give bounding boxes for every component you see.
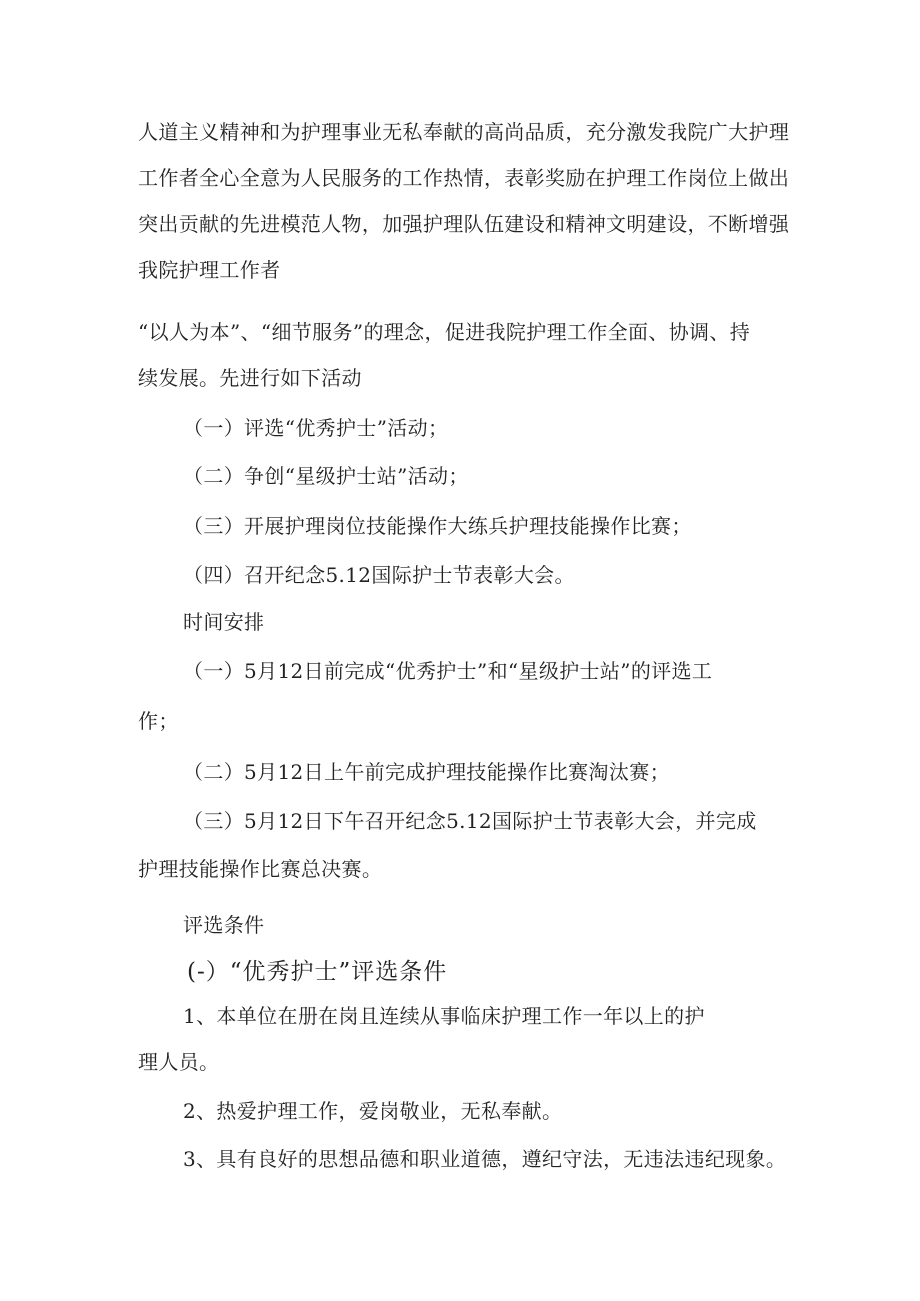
paragraph-line: 续发展。先进行如下活动 (138, 366, 362, 390)
list-item: 1、本单位在册在岗且连续从事临床护理工作一年以上的护 (183, 1004, 705, 1028)
list-item: （二）5月12日上午前完成护理技能操作比赛淘汰赛； (183, 760, 670, 784)
list-item: （三）开展护理岗位技能操作大练兵护理技能操作比赛； (183, 514, 692, 538)
paragraph-line: 人道主义精神和为护理事业无私奉献的高尚品质，充分激发我院广大护理 (138, 120, 790, 144)
paragraph-line: 我院护理工作者 (138, 258, 281, 282)
list-item: （一）评选“优秀护士”活动； (183, 416, 449, 440)
paragraph-line: 理人员。 (138, 1050, 220, 1074)
paragraph-line: “以人为本”、“细节服务”的理念，促进我院护理工作全面、协调、持 (138, 320, 751, 344)
list-item: （一）5月12日前完成“优秀护士”和“星级护士站”的评选工 (183, 659, 713, 683)
section-heading: 评选条件 (183, 913, 265, 937)
list-item: 3、具有良好的思想品德和职业道德，遵纪守法，无违法违纪现象。 (183, 1147, 787, 1171)
list-item: 2、热爱护理工作，爱岗敬业，无私奉献。 (183, 1099, 563, 1123)
list-item: （三）5月12日下午召开纪念5.12国际护士节表彰大会，并完成 (183, 809, 757, 833)
paragraph-line: 突出贡献的先进模范人物，加强护理队伍建设和精神文明建设，不断增强 (138, 212, 790, 236)
paragraph-line: 护理技能操作比赛总决赛。 (138, 857, 383, 881)
subsection-heading: (-）“优秀护士”评选条件 (187, 959, 448, 985)
paragraph-line: 工作者全心全意为人民服务的工作热情，表彰奖励在护理工作岗位上做出 (138, 166, 790, 190)
paragraph-line: 作； (138, 709, 179, 733)
section-heading: 时间安排 (183, 610, 265, 634)
list-item: （四）召开纪念5.12国际护士节表彰大会。 (183, 563, 575, 587)
list-item: （二）争创“星级护士站”活动； (183, 464, 469, 488)
